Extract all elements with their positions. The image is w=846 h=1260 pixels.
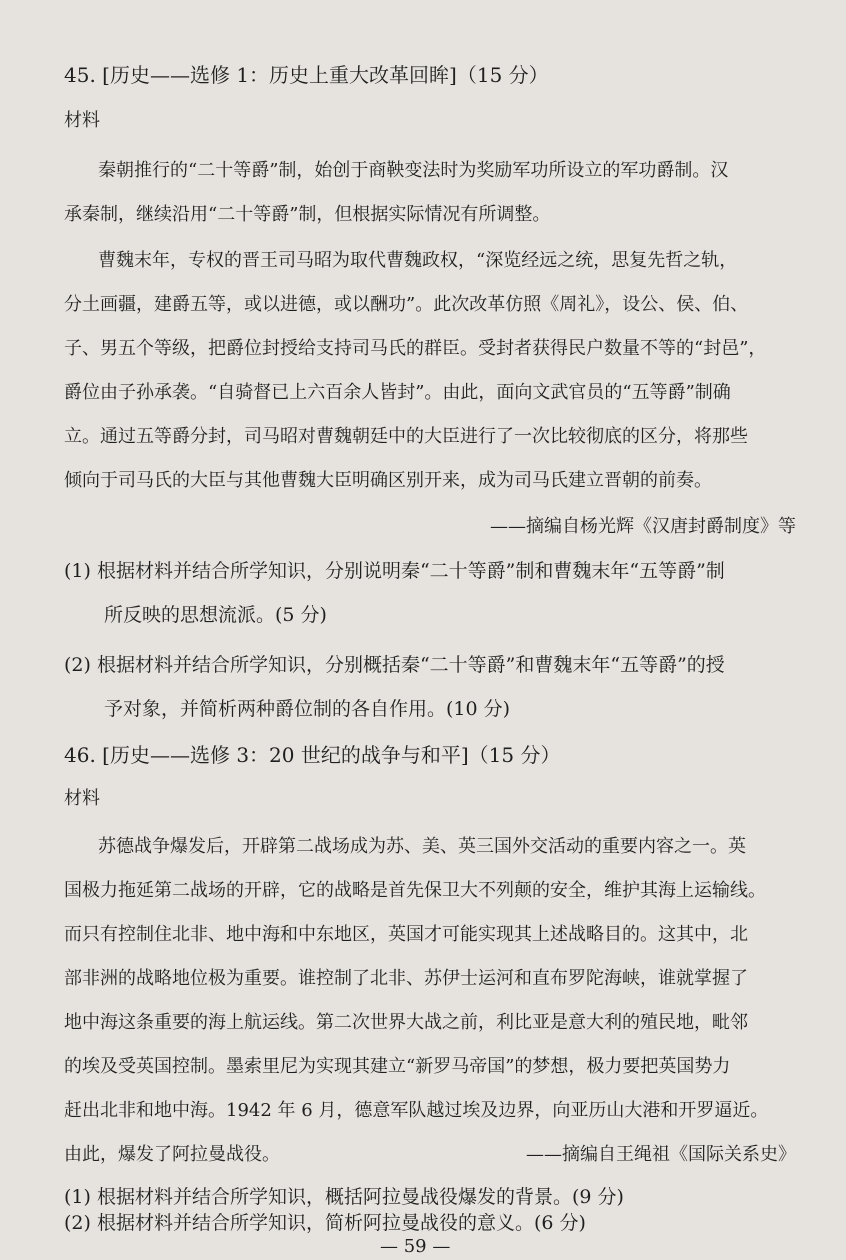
q46-question1: (1) 根据材料并结合所学知识，概括阿拉曼战役爆发的背景。(9 分) [64, 1186, 624, 1208]
q46-para-line2: 国极力拖延第二战场的开辟，它的战略是首先保卫大不列颠的安全，维护其海上运输线。 [64, 880, 766, 901]
q46-para-line4: 部非洲的战略地位极为重要。谁控制了北非、苏伊士运河和直布罗陀海峡，谁就掌握了 [64, 968, 748, 989]
q45-para2-line6: 倾向于司马氏的大臣与其他曹魏大臣明确区别开来，成为司马氏建立晋朝的前奏。 [64, 470, 712, 491]
q45-question1-line2: 所反映的思想流派。(5 分) [104, 604, 327, 626]
q46-para-line5: 地中海这条重要的海上航运线。第二次世界大战之前，利比亚是意大利的殖民地，毗邻 [64, 1012, 748, 1033]
q46-para-line8: 由此，爆发了阿拉曼战役。 [64, 1144, 280, 1165]
q45-title: 45. [历史——选修 1：历史上重大改革回眸]（15 分） [64, 63, 549, 87]
q45-para2-line2: 分土画疆，建爵五等，或以进德，或以酬功”。此次改革仿照《周礼》，设公、侯、伯、 [64, 294, 749, 315]
q45-question2-line2: 予对象，并简析两种爵位制的各自作用。(10 分) [104, 698, 511, 720]
page-number: — 59 — [380, 1236, 451, 1257]
q45-source: ——摘编自杨光辉《汉唐封爵制度》等 [490, 516, 796, 537]
q45-para2-line4: 爵位由子孙承袭。“自骑督已上六百余人皆封”。由此，面向文武官员的“五等爵”制确 [64, 382, 731, 403]
q45-para2-line5: 立。通过五等爵分封，司马昭对曹魏朝廷中的大臣进行了一次比较彻底的区分，将那些 [64, 426, 748, 447]
q46-question2: (2) 根据材料并结合所学知识，简析阿拉曼战役的意义。(6 分) [64, 1212, 586, 1234]
q45-para1-line2: 承秦制，继续沿用“二十等爵”制，但根据实际情况有所调整。 [64, 204, 551, 225]
q45-para1-line1: 秦朝推行的“二十等爵”制，始创于商鞅变法时为奖励军功所设立的军功爵制。汉 [98, 160, 729, 181]
q46-para-line7: 赶出北非和地中海。1942 年 6 月，德意军队越过埃及边界，向亚历山大港和开罗逼近。 [64, 1100, 769, 1121]
q46-para-line3: 而只有控制住北非、地中海和中东地区，英国才可能实现其上述战略目的。这其中，北 [64, 924, 748, 945]
q45-material-label: 材料 [64, 110, 100, 131]
q45-para2-line3: 子、男五个等级，把爵位封授给支持司马氏的群臣。受封者获得民户数量不等的“封邑”， [64, 338, 767, 359]
q46-source: ——摘编自王绳祖《国际关系史》 [526, 1144, 796, 1165]
q46-para-line6: 的埃及受英国控制。墨索里尼为实现其建立“新罗马帝国”的梦想，极力要把英国势力 [64, 1056, 731, 1077]
q45-question1-line1: (1) 根据材料并结合所学知识，分别说明秦“二十等爵”制和曹魏末年“五等爵”制 [64, 560, 725, 582]
q46-para-line1: 苏德战争爆发后，开辟第二战场成为苏、美、英三国外交活动的重要内容之一。英 [98, 836, 746, 857]
q45-question2-line1: (2) 根据材料并结合所学知识，分别概括秦“二十等爵”和曹魏末年“五等爵”的授 [64, 654, 725, 676]
q46-title: 46. [历史——选修 3：20 世纪的战争与和平]（15 分） [64, 743, 561, 767]
q45-para2-line1: 曹魏末年，专权的晋王司马昭为取代曹魏政权，“深览经远之统，思复先哲之轨， [98, 250, 738, 271]
q46-material-label: 材料 [64, 788, 100, 809]
